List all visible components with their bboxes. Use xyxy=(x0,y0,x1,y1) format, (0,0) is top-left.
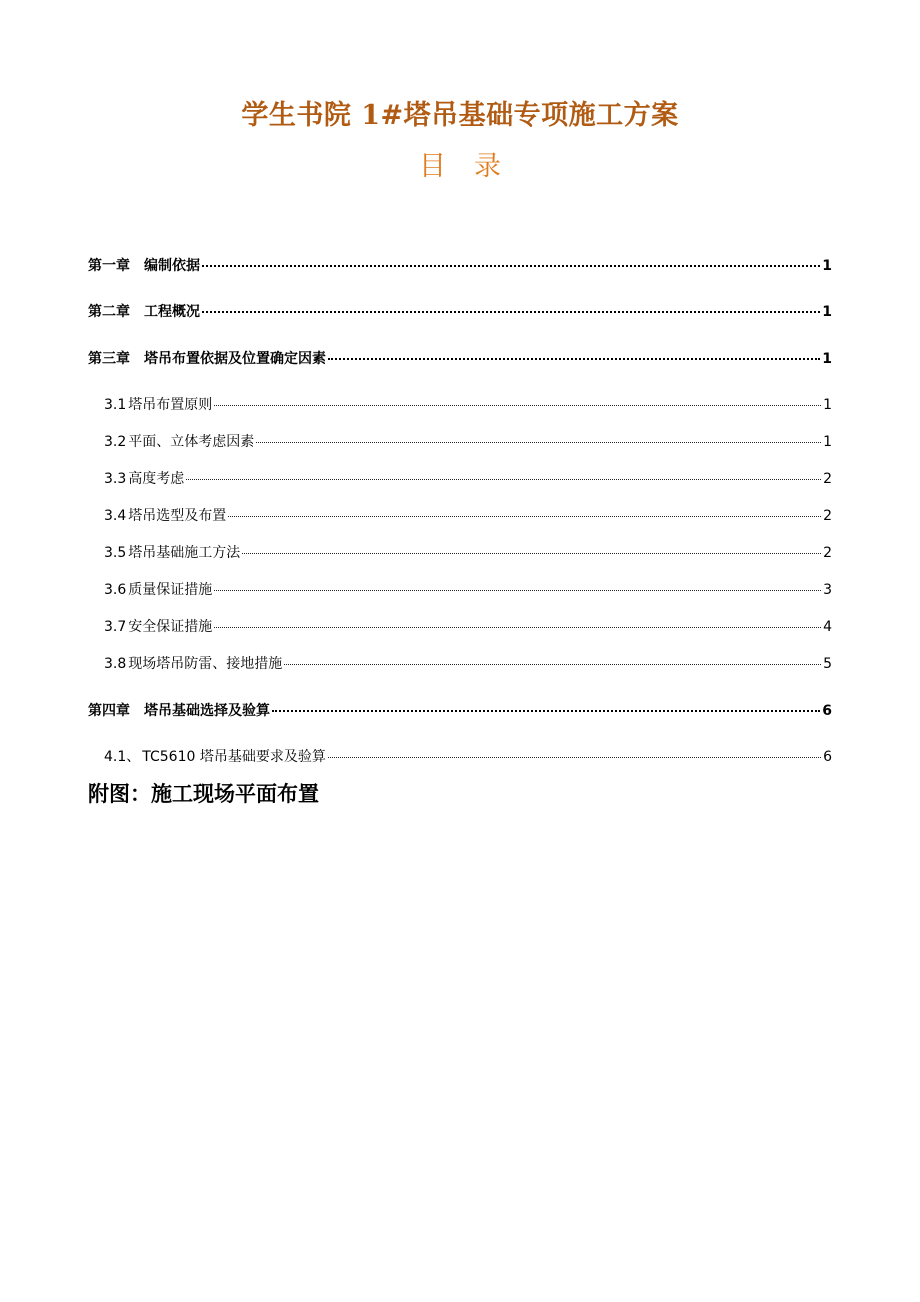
toc-entry-number: 3.4 xyxy=(104,508,127,524)
toc-heading-char-2: 录 xyxy=(474,151,501,182)
toc-entry-label: 安全保证措施 xyxy=(128,619,213,635)
toc-entry-page: 4 xyxy=(823,619,832,635)
toc-entry-label: 质量保证措施 xyxy=(128,582,213,598)
toc-entry-section-3-1[interactable] xyxy=(104,396,832,414)
toc-entry-label: 高度考虑 xyxy=(128,471,185,487)
toc-entry-chapter-2[interactable] xyxy=(88,303,832,321)
toc-entry-number: 3.8 xyxy=(104,656,127,672)
toc-leader-dots xyxy=(186,478,821,480)
toc-entry-number: 3.1 xyxy=(104,397,127,413)
toc-entry-page: 1 xyxy=(823,397,832,413)
toc-entry-number: 第一章 xyxy=(88,258,130,274)
toc-entry-label: 编制依据 xyxy=(144,258,200,274)
toc-entry-section-3-3[interactable] xyxy=(104,470,832,488)
toc-entry-page: 2 xyxy=(823,471,832,487)
toc-entry-section-3-7[interactable] xyxy=(104,618,832,636)
toc-entry-label: 塔吊布置依据及位置确定因素 xyxy=(144,351,326,367)
toc-entry-page: 5 xyxy=(823,656,832,672)
appendix-title: 附图：施工现场平面布置 xyxy=(88,782,319,806)
toc-entry-number: 3.6 xyxy=(104,582,127,598)
toc-entry-label: 塔吊基础选择及验算 xyxy=(144,703,270,719)
toc-leader-dots xyxy=(214,626,821,628)
toc-entry-page: 2 xyxy=(823,508,832,524)
toc-heading-char-1: 目 xyxy=(419,151,446,182)
toc-entry-number: 3.2 xyxy=(104,434,127,450)
toc-entry-number: 3.7 xyxy=(104,619,127,635)
toc-entry-page: 6 xyxy=(822,703,832,719)
toc-entry-label: 工程概况 xyxy=(144,304,200,320)
toc-entry-chapter-1[interactable] xyxy=(88,257,832,275)
toc-leader-dots xyxy=(242,552,821,554)
toc-entry-label: 现场塔吊防雷、接地措施 xyxy=(128,656,283,672)
toc-leader-dots xyxy=(284,663,821,665)
toc-entry-label: 塔吊基础施工方法 xyxy=(128,545,241,561)
toc-entry-page: 1 xyxy=(822,304,832,320)
toc-entry-number: 第四章 xyxy=(88,703,130,719)
toc-entry-page: 1 xyxy=(822,258,832,274)
toc-entry-section-4-1[interactable] xyxy=(104,748,832,766)
toc-leader-dots xyxy=(228,515,821,517)
toc-entry-chapter-4[interactable] xyxy=(88,702,832,720)
toc-entry-section-3-4[interactable] xyxy=(104,507,832,525)
toc-entry-label: 塔吊布置原则 xyxy=(128,397,213,413)
toc-leader-dots xyxy=(202,310,820,313)
document-title: 学生书院 1#塔吊基础专项施工方案 xyxy=(241,100,679,131)
toc-leader-dots xyxy=(328,357,820,360)
toc-entry-number: 第三章 xyxy=(88,351,130,367)
toc-entry-number: 第二章 xyxy=(88,304,130,320)
toc-entry-page: 6 xyxy=(823,749,832,765)
toc-entry-number: 4.1、 xyxy=(104,749,141,765)
toc-entry-chapter-3[interactable] xyxy=(88,350,832,368)
toc-entry-section-3-8[interactable] xyxy=(104,655,832,673)
toc-entry-label: TC5610 塔吊基础要求及验算 xyxy=(142,749,326,765)
toc-leader-dots xyxy=(272,709,820,712)
toc-entry-page: 1 xyxy=(822,351,832,367)
toc-leader-dots xyxy=(256,441,821,443)
toc-entry-number: 3.5 xyxy=(104,545,127,561)
toc-entry-page: 3 xyxy=(823,582,832,598)
toc-entry-page: 2 xyxy=(823,545,832,561)
toc-leader-dots xyxy=(214,404,821,406)
toc-entry-section-3-5[interactable] xyxy=(104,544,832,562)
toc-entry-section-3-6[interactable] xyxy=(104,581,832,599)
toc-leader-dots xyxy=(202,264,820,267)
toc-entry-label: 平面、立体考虑因素 xyxy=(128,434,255,450)
toc-entry-section-3-2[interactable] xyxy=(104,433,832,451)
toc-entry-page: 1 xyxy=(823,434,832,450)
toc-leader-dots xyxy=(328,756,821,758)
toc-entry-label: 塔吊选型及布置 xyxy=(128,508,227,524)
toc-leader-dots xyxy=(214,589,821,591)
toc-entry-number: 3.3 xyxy=(104,471,127,487)
